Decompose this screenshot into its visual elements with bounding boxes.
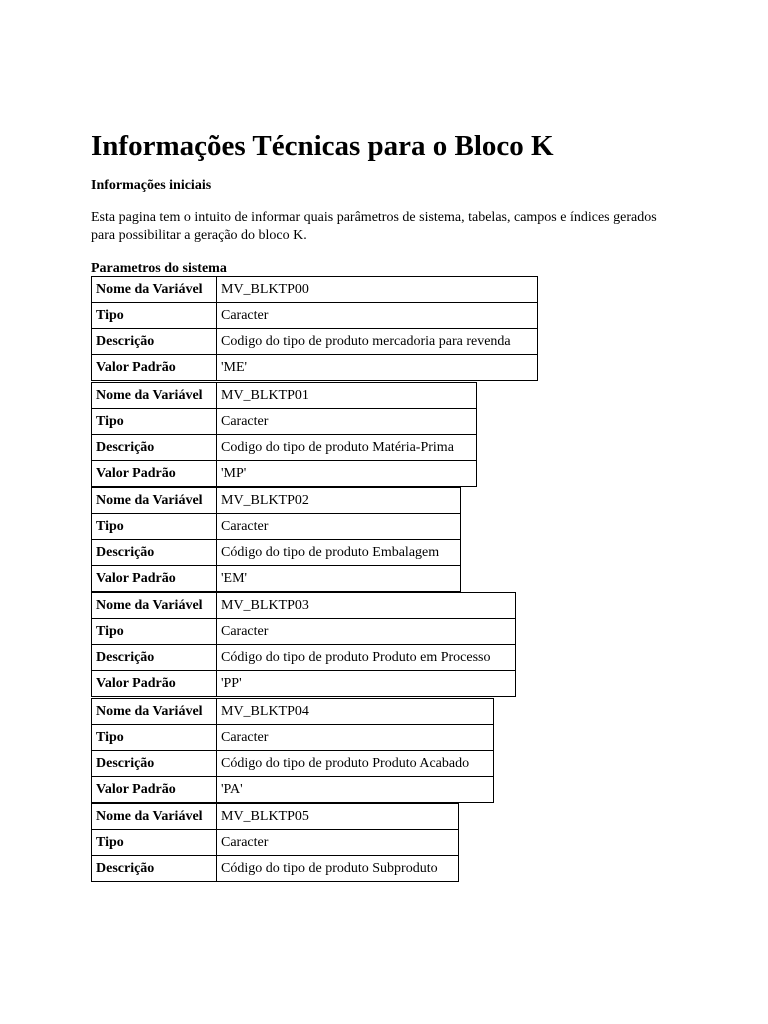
table-row [92,540,461,566]
row-value: Caracter [217,619,516,645]
table-row [92,329,538,355]
row-value: 'EM' [217,566,461,592]
row-value: MV_BLKTP03 [217,593,516,619]
parameter-table-mv-blktp04 [91,698,494,803]
row-label: Nome da Variável [92,488,217,514]
row-label: Tipo [92,409,217,435]
row-value: MV_BLKTP00 [217,277,538,303]
row-value: Caracter [217,409,477,435]
row-value: Caracter [217,830,459,856]
row-label: Valor Padrão [92,355,217,381]
table-row [92,645,516,671]
row-label: Tipo [92,830,217,856]
row-label: Nome da Variável [92,277,217,303]
row-label: Tipo [92,725,217,751]
table-row [92,566,461,592]
table-row [92,671,516,697]
table-row [92,383,477,409]
row-value: Código do tipo de produto Produto em Processo [217,645,516,671]
row-value: 'ME' [217,355,538,381]
table-row [92,593,516,619]
table-row [92,751,494,777]
table-row [92,777,494,803]
table-row [92,619,516,645]
table-row [92,355,538,381]
row-label: Nome da Variável [92,383,217,409]
row-value: Código do tipo de produto Produto Acabado [217,751,494,777]
parameters-heading: Parametros do sistema [91,261,227,276]
row-value: MV_BLKTP02 [217,488,461,514]
section-subtitle: Informações iniciais [91,178,212,193]
row-value: 'MP' [217,461,477,487]
row-value: MV_BLKTP04 [217,699,494,725]
table-row [92,488,461,514]
row-value: Caracter [217,725,494,751]
intro-paragraph: Esta pagina tem o intuito de informar quais parâmetros de sistema, tabelas, campos e índices gerados para possibilitar a geração do bloco K. [91,210,657,243]
table-row [92,461,477,487]
parameter-table-mv-blktp05 [91,803,459,882]
row-label: Valor Padrão [92,566,217,592]
row-value: Caracter [217,514,461,540]
table-row [92,856,459,882]
row-value: Código do tipo de produto Subproduto [217,856,459,882]
row-label: Tipo [92,303,217,329]
row-value: Caracter [217,303,538,329]
table-row [92,725,494,751]
table-row [92,277,538,303]
parameter-table-mv-blktp01 [91,382,477,487]
table-row [92,409,477,435]
parameter-table-mv-blktp02 [91,487,461,592]
row-label: Nome da Variável [92,804,217,830]
table-row [92,303,538,329]
row-label: Descrição [92,435,217,461]
row-label: Nome da Variável [92,593,217,619]
row-value: 'PA' [217,777,494,803]
row-value: Codigo do tipo de produto Matéria-Prima [217,435,477,461]
row-value: Código do tipo de produto Embalagem [217,540,461,566]
row-label: Tipo [92,619,217,645]
row-label: Descrição [92,751,217,777]
row-value: MV_BLKTP01 [217,383,477,409]
row-value: Codigo do tipo de produto mercadoria para revenda [217,329,538,355]
row-label: Valor Padrão [92,461,217,487]
parameter-table-mv-blktp03 [91,592,516,697]
row-label: Tipo [92,514,217,540]
row-label: Valor Padrão [92,777,217,803]
row-label: Nome da Variável [92,699,217,725]
table-row [92,435,477,461]
table-row [92,830,459,856]
row-label: Descrição [92,540,217,566]
table-row [92,514,461,540]
page-title: Informações Técnicas para o Bloco K [91,130,554,162]
row-label: Descrição [92,329,217,355]
table-row [92,804,459,830]
row-value: MV_BLKTP05 [217,804,459,830]
row-label: Descrição [92,645,217,671]
parameter-table-mv-blktp00 [91,276,538,381]
row-value: 'PP' [217,671,516,697]
row-label: Descrição [92,856,217,882]
row-label: Valor Padrão [92,671,217,697]
table-row [92,699,494,725]
